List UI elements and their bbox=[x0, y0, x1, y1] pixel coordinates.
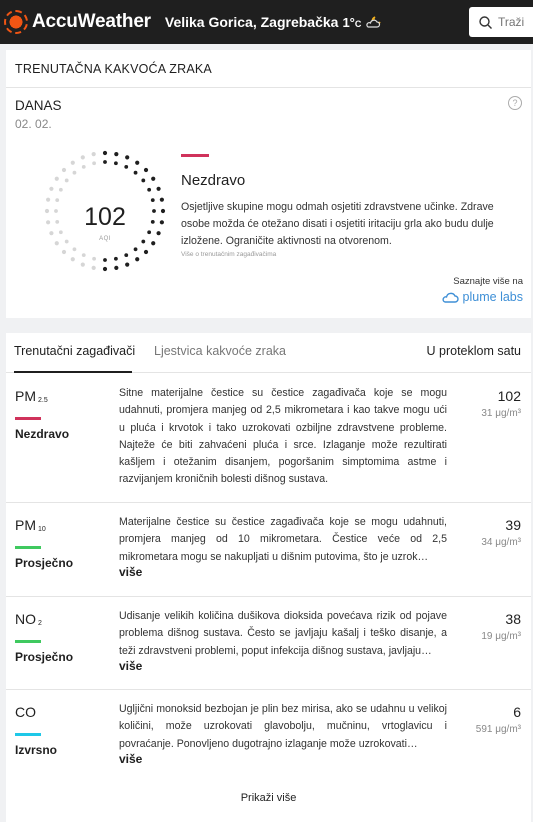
brand-name: AccuWeather bbox=[32, 11, 151, 32]
gauge-dot bbox=[114, 152, 118, 156]
gauge-dot bbox=[125, 262, 129, 266]
pollutant-description: Materijalne čestice su čestice zagađivača koje se mogu udahnuti, promjera manjeg od 10 mikrometara. Čestice veće od 2,5 mikrometara mogu se nakupljati u dišnim putovima, što je uzrok… bbox=[119, 516, 447, 563]
search-input[interactable] bbox=[498, 15, 528, 29]
location-name[interactable]: Velika Gorica, Zagrebačka bbox=[164, 14, 339, 30]
category-label: Nezdravo bbox=[15, 427, 70, 441]
gauge-dot bbox=[135, 257, 139, 261]
help-icon[interactable]: ? bbox=[508, 96, 522, 110]
gauge-dot bbox=[144, 250, 148, 254]
gauge-dot bbox=[81, 262, 85, 266]
pollutant-name bbox=[15, 611, 42, 627]
gauge-dot bbox=[92, 257, 96, 261]
gauge-dot bbox=[62, 250, 66, 254]
day-label: DANAS bbox=[15, 98, 62, 113]
pollutant-symbol: PM bbox=[15, 388, 36, 404]
temperature-value: 1° bbox=[342, 14, 355, 30]
top-bar bbox=[0, 0, 533, 44]
gauge-dot bbox=[46, 198, 50, 202]
gauge-dot bbox=[114, 257, 118, 261]
pollutants-card bbox=[6, 333, 531, 822]
pollutant-symbol: NO bbox=[15, 611, 36, 627]
category-color-bar bbox=[15, 546, 41, 549]
gauge-dot bbox=[156, 187, 160, 191]
gauge-dot bbox=[134, 247, 138, 251]
pollutant-index: 38 bbox=[505, 611, 521, 627]
gauge-dot bbox=[134, 171, 138, 175]
search-box[interactable] bbox=[469, 7, 533, 37]
gauge-dot bbox=[114, 161, 118, 165]
gauge-dot bbox=[71, 257, 75, 261]
accuweather-logo[interactable] bbox=[6, 11, 151, 33]
aqi-label: AQI bbox=[99, 236, 111, 242]
current-temperature[interactable] bbox=[342, 15, 361, 30]
category-label: Izvrsno bbox=[15, 743, 58, 757]
pollutant-concentration: 19 μg/m³ bbox=[481, 631, 521, 642]
pollutant-description: Udisanje velikih količina dušikova dioksida povećava rizik od pojave problema dišnog sustava. Često se javljaju kašalj i teško disanje, a teži zdravstveni problemi, poput infekcija dišnog sustava, javljaju… bbox=[119, 610, 447, 657]
gauge-dot bbox=[103, 151, 107, 155]
gauge-dot bbox=[73, 171, 77, 175]
gauge-dot bbox=[124, 253, 128, 257]
pollutants-note: Više o trenutačnim zagađivačima bbox=[181, 251, 277, 258]
gauge-dot bbox=[55, 198, 59, 202]
gauge-dot bbox=[151, 198, 155, 202]
pollutant-index: 39 bbox=[505, 517, 521, 533]
gauge-dot bbox=[73, 247, 77, 251]
aqi-value: 102 bbox=[84, 203, 126, 231]
pollutant-index: 102 bbox=[497, 388, 521, 404]
pollutant-index: 6 bbox=[513, 704, 521, 720]
gauge-dot bbox=[114, 266, 118, 270]
date-label: 02. 02. bbox=[15, 117, 52, 131]
category-label: Prosječno bbox=[15, 650, 74, 664]
gauge-dot bbox=[147, 188, 151, 192]
gauge-dot bbox=[144, 168, 148, 172]
gauge-dot bbox=[103, 160, 107, 164]
partly-cloudy-night-icon bbox=[365, 15, 383, 29]
sun-logo-icon bbox=[6, 12, 26, 32]
gauge-dot bbox=[62, 168, 66, 172]
gauge-dot bbox=[103, 258, 107, 262]
pollutant-name bbox=[15, 388, 48, 404]
tab-air-quality-scale[interactable]: Ljestvica kakvoće zraka bbox=[154, 344, 287, 358]
status-color-bar bbox=[181, 154, 209, 157]
status-description: Osjetljive skupine mogu odmah osjetiti zdravstvene učinke. Zdrave osobe možda će otežano disati i osjetiti iritaciju grla ako budu dulje izložene. Ograničite aktivnosti na otvorenom. bbox=[181, 201, 494, 247]
gauge-dot bbox=[71, 161, 75, 165]
category-color-bar bbox=[15, 733, 41, 736]
current-air-quality-card bbox=[6, 50, 531, 318]
gauge-dot bbox=[82, 253, 86, 257]
pollutant-concentration: 34 μg/m³ bbox=[481, 537, 521, 548]
read-more-link[interactable]: više bbox=[119, 752, 143, 766]
category-color-bar bbox=[15, 640, 41, 643]
gauge-dot bbox=[81, 155, 85, 159]
gauge-dot bbox=[92, 161, 96, 165]
category-color-bar bbox=[15, 417, 41, 420]
pollutant-row-pm10 bbox=[6, 503, 531, 597]
gauge-dot bbox=[151, 177, 155, 181]
gauge-dot bbox=[92, 266, 96, 270]
status-label: Nezdravo bbox=[181, 172, 246, 189]
show-more-button[interactable]: Prikaži više bbox=[240, 792, 297, 804]
plume-cloud-icon bbox=[441, 291, 459, 303]
gauge-dot bbox=[125, 155, 129, 159]
pollutant-description: Ugljični monoksid bezbojan je plin bez mirisa, ako se udahnu u velikoj količini, može uzrokovati glavobolju, mučninu, vrtoglavicu i povraćanje. Ponovljeno dugotrajno izlaganje može uzrokovati… bbox=[119, 703, 447, 750]
gauge-dot bbox=[55, 177, 59, 181]
gauge-dot bbox=[103, 267, 107, 271]
pollutant-name bbox=[15, 517, 46, 533]
pollutant-row-pm25 bbox=[6, 374, 531, 503]
gauge-dot bbox=[141, 179, 145, 183]
plume-labs-link[interactable] bbox=[441, 290, 523, 304]
pollutant-description: Sitne materijalne čestice su čestice zagađivača koje se mogu udahnuti, promjera manjeg od 2,5 mikrometara i kao takve mogu ući u pluća i krvotok i tako uzrokovati ozbiljne zdravstvene probleme. Najteže će biti zahvaćeni pluća i srce. Izlaganje može rezultirati kašljem i otežanim disanjem, pogoršanim simptomima astme i razvijanjem kroničnih bolesti dišnog sustava. bbox=[119, 387, 447, 486]
gauge-dot bbox=[135, 161, 139, 165]
learn-more-label: Saznajte više na bbox=[453, 276, 523, 287]
gauge-dot bbox=[49, 187, 53, 191]
read-more-link[interactable]: više bbox=[119, 565, 143, 579]
pollutant-subscript: 10 bbox=[38, 526, 46, 533]
card-title: TRENUTAČNA KAKVOĆA ZRAKA bbox=[6, 50, 531, 88]
pollutant-symbol: PM bbox=[15, 517, 36, 533]
gauge-dot bbox=[82, 165, 86, 169]
tab-current-pollutants[interactable]: Trenutačni zagađivači bbox=[14, 344, 136, 358]
plume-labs-label: plume labs bbox=[462, 290, 523, 304]
pollutant-subscript: 2.5 bbox=[38, 397, 48, 404]
active-tab-underline bbox=[14, 371, 132, 373]
pollutant-concentration: 591 μg/m³ bbox=[475, 724, 521, 735]
pollutant-symbol: CO bbox=[15, 704, 36, 720]
pollutant-name bbox=[15, 704, 38, 720]
pollutant-row-no2 bbox=[6, 597, 531, 690]
search-icon[interactable] bbox=[479, 16, 492, 29]
pollutant-subscript: 2 bbox=[38, 620, 42, 627]
gauge-dot bbox=[59, 188, 63, 192]
category-label: Prosječno bbox=[15, 556, 74, 570]
tab-last-hour[interactable]: U proteklom satu bbox=[426, 344, 521, 358]
gauge-dot bbox=[92, 152, 96, 156]
tab-bar bbox=[6, 333, 531, 373]
gauge-dot bbox=[160, 198, 164, 202]
gauge-dot bbox=[65, 179, 69, 183]
temperature-unit: C bbox=[354, 18, 362, 29]
pollutant-row-co bbox=[6, 690, 531, 782]
read-more-link[interactable]: više bbox=[119, 659, 143, 673]
gauge-dot bbox=[124, 165, 128, 169]
pollutant-concentration: 31 μg/m³ bbox=[481, 408, 521, 419]
